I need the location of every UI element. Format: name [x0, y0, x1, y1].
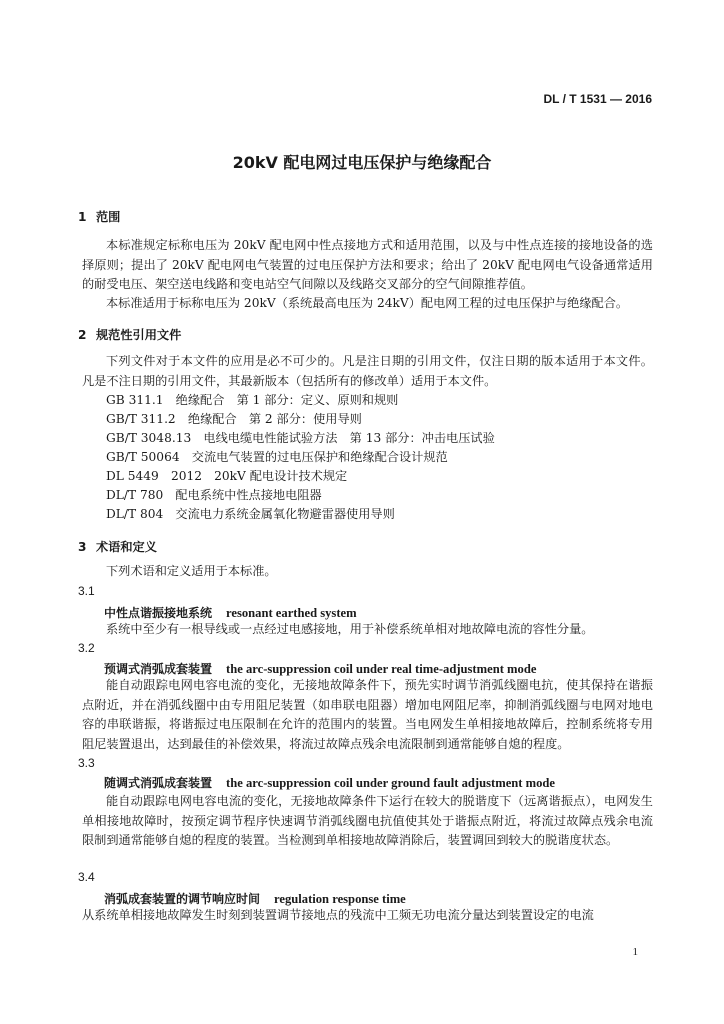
term-chinese: 预调式消弧成套装置: [104, 662, 213, 676]
term-number: 3.3: [78, 756, 95, 770]
page-number: 1: [632, 946, 638, 958]
section-2-heading: [78, 326, 181, 343]
term-definition: 能自动跟踪电网电容电流的变化，无接地故障条件下，预先实时调节消弧线圈电抗，使其保持在谐振点附近，并在消弧线圈中由专用阻尼装置（如串联电阻器）增加电网阻尼率，抑制消弧线圈与电网对地电容的串联谐振，将谐振过电压限制在允许的范围内的装置。当电网发生单相接地故障后，控制系统将专用阻尼装置退出，达到最佳的补偿效果，将流过故障点残余电流限制到通常能够自熄的程度。: [82, 678, 653, 751]
term-number: 3.1: [78, 584, 95, 598]
reference-item: DL 5449 2012 20kV 配电设计技术规定: [106, 469, 348, 483]
reference-item: DL/T 780 配电系统中性点接地电阻器: [106, 488, 322, 502]
term-chinese: 随调式消弧成套装置: [104, 776, 213, 790]
term-english: the arc-suppression coil under ground fault adjustment mode: [226, 776, 556, 790]
reference-item: GB/T 50064 交流电气装置的过电压保护和绝缘配合设计规范: [106, 450, 448, 464]
term-heading: [104, 890, 406, 907]
section-number: 3: [78, 540, 87, 554]
reference-item: GB/T 3048.13 电线电缆电性能试验方法 第 13 部分：冲击电压试验: [106, 431, 495, 445]
term-heading: [104, 604, 357, 621]
term-heading: [104, 774, 555, 791]
section-number: 1: [78, 210, 87, 224]
section-number: 2: [78, 328, 87, 342]
reference-item: DL/T 804 交流电力系统金属氧化物避雷器使用导则: [106, 507, 395, 521]
section-3-intro: 下列术语和定义适用于本标准。: [106, 564, 277, 578]
term-english: the arc-suppression coil under real time-adjustment mode: [226, 662, 537, 676]
section-title: 规范性引用文件: [96, 328, 182, 342]
section-1-heading: [78, 208, 120, 225]
section-3-heading: [78, 538, 157, 555]
term-definition: 从系统单相接地故障发生时刻到装置调节接地点的残流中工频无功电流分量达到装置设定的电流: [82, 908, 594, 922]
section-1-paragraph-1: 本标准规定标称电压为 20kV 配电网中性点接地方式和适用范围，以及与中性点连接的接地设备的选择原则；提出了 20kV 配电网电气装置的过电压保护方法和要求；给出了 20kV 配电网电气设备通常适用的耐受电压、架空送电线路和变电站空气间隙以及线路交叉部分的空气间隙推荐值。: [82, 238, 653, 291]
section-1-paragraph-2: 本标准适用于标称电压为 20kV（系统最高电压为 24kV）配电网工程的过电压保护与绝缘配合。: [106, 296, 629, 310]
standard-code: DL / T 1531 — 2016: [543, 92, 652, 106]
term-chinese: 消弧成套装置的调节响应时间: [104, 892, 261, 906]
term-english: resonant earthed system: [226, 606, 357, 620]
reference-item: GB/T 311.2 绝缘配合 第 2 部分：使用导则: [106, 412, 362, 426]
term-number: 3.2: [78, 641, 95, 655]
section-2-intro: 下列文件对于本文件的应用是必不可少的。凡是注日期的引用文件，仅注日期的版本适用于本文件。凡是不注日期的引用文件，其最新版本（包括所有的修改单）适用于本文件。: [82, 354, 653, 388]
section-title: 范围: [96, 210, 121, 224]
term-definition: 能自动跟踪电网电容电流的变化，无接地故障条件下运行在较大的脱谐度下（远离谐振点），电网发生单相接地故障时，按预定调节程序快速调节消弧线圈电抗值使其处于谐振点附近，将流过故障点残余电流限制到通常能够自熄的程度的装置。当检测到单相接地故障消除后，装置调回到较大的脱谐度状态。: [82, 794, 653, 847]
term-definition: 系统中至少有一根导线或一点经过电感接地，用于补偿系统单相对地故障电流的容性分量。: [106, 622, 594, 636]
term-english: regulation response time: [274, 892, 406, 906]
document-title: 20kV 配电网过电压保护与绝缘配合: [232, 153, 492, 172]
term-number: 3.4: [78, 870, 95, 884]
section-title: 术语和定义: [96, 540, 157, 554]
reference-item: GB 311.1 绝缘配合 第 1 部分：定义、原则和规则: [106, 393, 399, 407]
term-heading: [104, 660, 536, 677]
term-chinese: 中性点谐振接地系统: [104, 606, 213, 620]
